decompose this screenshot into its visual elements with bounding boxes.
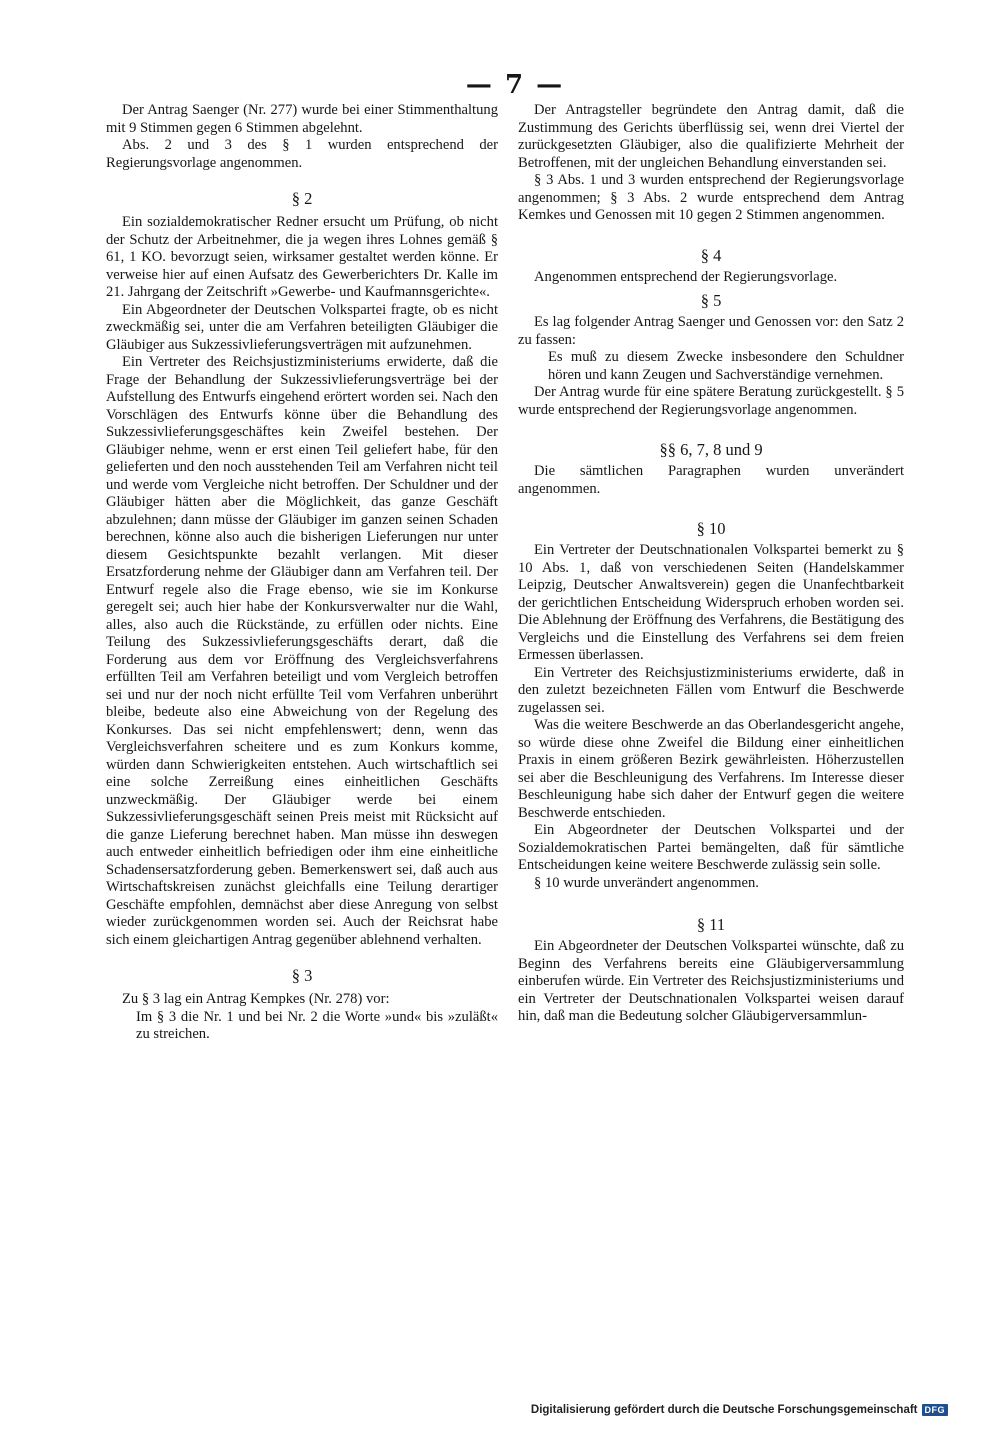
paragraph: Ein Vertreter des Reichsjustizministeriums erwiderte, daß die Frage der Behandlung der Sukzessivlieferungsverträge bei der Aufstellung des Entwurfs eingehend erörtert worden sei. Nach den Vorschlägen des Entwurfs könne über die Behandlung des Sukzessivlieferungsgeschäftes kein Zweifel bestehen. Der Gläubiger nehme, wenn er erst einen Teil geliefert habe, für den gelieferten und den noch ausstehenden Teil am Verfahren nicht teil und werde vom Vergleiche nicht betroffen. Der Schuldner und der Gläubiger hätten aber die Möglichkeit, das ganze Geschäft abzulehnen; dann müsse der Gläubiger im ganzen seinen Schaden berechnen, könne also auch die bisherigen Lieferungen nur unter diesem Gesichtspunkte bezahlt verlangen. Mit dieser Ersatzforderung nehme der Gläubiger dann am Verfahren teil. Der Entwurf regele also die Frage ebenso, wie sie im Konkurse geregelt sei; auch hier habe der Konkursverwalter nur die Wahl, alles, also auch die Rückstände, zu erfüllen oder nichts. Eine Teilung des Sukzessivlieferungsgeschäfts derart, daß die Forderung aus dem vor Eröffnung des Vergleichsverfahrens erfüllten Teil am Verfahren beteiligt und vom Vergleich betroffen sei und nur der noch nicht erfüllte Teil vom Verfahren unberührt bleibe, bedeute also eine Abweichung von der Regelung des Konkurses. Das sei nicht empfehlenswert; denn, wenn das Vergleichsverfahren scheitere und es zum Konkurs komme, würden dann Schwierigkeiten entstehen. Auch wirtschaftlich sei eine solche Zerreißung eines einheitlichen Geschäfts unzweckmäßig. Der Gläubiger werde bei einem Sukzessivlieferungsgeschäft seinen Preis meist mit Rücksicht auf die ganze Lieferung berechnet haben. Man müsse ihn deswegen auch entweder einheitlich befriedigen oder ihm eine einheitliche Schadensersatzforderung geben. Bemerkenswert sei, daß auch aus Wirtschaftskreisen zunächst gleichfalls eine Teilung derartiger Geschäfte empfohlen, demnächst aber diese Anregung von selbst wieder zurückgenommen worden sei. Auch der Reichsrat habe sich einem gleichartigen Antrag gegenüber ablehnend verhalten. — [106, 354, 498, 948]
section-heading: § 4 — [700, 245, 722, 265]
paragraph: Zu § 3 lag ein Antrag Kempkes (Nr. 278) vor: — [122, 991, 390, 1007]
paragraph: Abs. 2 und 3 des § 1 wurden entsprechend der Regierungsvorlage angenommen. — [106, 137, 498, 171]
section-heading: § 10 — [696, 519, 726, 538]
paragraph: Der Antrag Saenger (Nr. 277) wurde bei einer Stimmenthaltung mit 9 Stimmen gegen 6 Stimmen abgelehnt. — [106, 102, 498, 136]
right-column — [518, 102, 904, 1026]
paragraph: Ein sozialdemokratischer Redner ersucht um Prüfung, ob nicht der Schutz der Arbeitnehmer, die ja wegen ihres Lohnes gemäß § 61, 1 KO. bevorzugt seien, wirksamer gestaltet werden könne. Er verweise hier auf einen Aufsatz des Gewerberichters Dr. Kalle im 21. Jahrgang der Zeitschrift »Gewerbe- und Kaufmannsgerichte«. — [106, 214, 498, 300]
paragraph: Der Antrag wurde für eine spätere Beratung zurückgestellt. § 5 wurde entsprechend der Regierungsvorlage angenommen. — [518, 384, 904, 418]
dfg-logo-icon: DFG — [922, 1404, 949, 1416]
section-heading: §§ 6, 7, 8 und 9 — [659, 440, 763, 459]
paragraph: Ein Vertreter des Reichsjustizministeriums erwiderte, daß in den zuletzt bezeichneten Fällen vom Entwurf die Beschwerde zugelassen sei. — [518, 664, 904, 716]
quoted-motion: Im § 3 die Nr. 1 und bei Nr. 2 die Worte »und« bis »zuläßt« zu streichen. — [136, 1008, 498, 1042]
paragraph: Ein Abgeordneter der Deutschen Volkspartei wünschte, daß zu Beginn des Verfahrens bereits eine Gläubigerversammlung einberufen würde. Ein Vertreter des Reichsjustizministeriums und ein Vertreter der Deutschnationalen Volkspartei weisen darauf hin, daß man die Bedeutung solcher Gläubigerversammlun- — [518, 938, 904, 1024]
paragraph: Es lag folgender Antrag Saenger und Genossen vor: den Satz 2 zu fassen: — [518, 314, 904, 348]
left-column — [106, 102, 498, 1044]
paragraph: Der Antragsteller begründete den Antrag damit, daß die Zustimmung des Gerichts überflüssig sei, wenn drei Viertel der zurückgesetzten Gläubiger, also die qualifizierte Mehrheit der Betroffenen, mit der ungleichen Behandlung einverstanden sei. — [518, 102, 904, 171]
paragraph: § 10 wurde unverändert angenommen. — [534, 874, 759, 891]
paragraph: Die sämtlichen Paragraphen wurden unverändert angenommen. — [518, 463, 904, 497]
section-heading: § 11 — [696, 915, 726, 934]
paragraph: Ein Abgeordneter der Deutschen Volkspartei und der Sozialdemokratischen Partei bemängelten, daß für sämtliche Entscheidungen keine weitere Beschwerde zulässig sein solle. — [518, 822, 904, 873]
section-heading: § 3 — [291, 966, 313, 985]
section-heading: § 5 — [700, 291, 722, 310]
funding-text: Digitalisierung gefördert durch die Deutsche Forschungsgemeinschaft — [530, 1404, 918, 1416]
quoted-motion: Es muß zu diesem Zwecke insbesondere den Schuldner hören und kann Zeugen und Sachverständige vernehmen. — [548, 349, 904, 383]
paragraph: Was die weitere Beschwerde an das Oberlandesgericht angehe, so würde diese ohne Zweifel die Bildung einer einheitlichen Praxis in einem größeren Bezirk gewährleisten. Höherzustellen sei aber die Beschleunigung des Verfahrens. Im Interesse dieser Beschleunigung habe sich daher der Entwurf gegen die weitere Beschwerde entschieden. — [518, 717, 904, 821]
funding-note — [531, 1404, 948, 1416]
section-heading: § 2 — [291, 189, 313, 208]
paragraph: Ein Abgeordneter der Deutschen Volkspartei fragte, ob es nicht zweckmäßig sei, unter die am Verfahren beteiligten Gläubiger die Gläubiger aus Sukzessivlieferungsverträgen mit aufzunehmen. — [106, 301, 498, 353]
paragraph: Ein Vertreter der Deutschnationalen Volkspartei bemerkt zu § 10 Abs. 1, daß von verschiedenen Seiten (Handelskammer Leipzig, Deutscher Anwaltsverein) gegen die Unanfechtbarkeit der gerichtlichen Entscheidung Widerspruch erhoben worden sei. Die Ablehnung der Eröffnung des Verfahrens, die Bestätigung des Vergleichs und die Einstellung des Verfahrens sei dem freien Ermessen überlassen. — [518, 542, 904, 663]
paragraph: § 3 Abs. 1 und 3 wurden entsprechend der Regierungsvorlage angenommen; § 3 Abs. 2 wurde entsprechend dem Antrag Kemkes und Genossen mit 10 gegen 2 Stimmen angenommen. — [518, 172, 904, 223]
paragraph: Angenommen entsprechend der Regierungsvorlage. — [534, 268, 838, 285]
page-number: — 7 — — [465, 70, 565, 100]
